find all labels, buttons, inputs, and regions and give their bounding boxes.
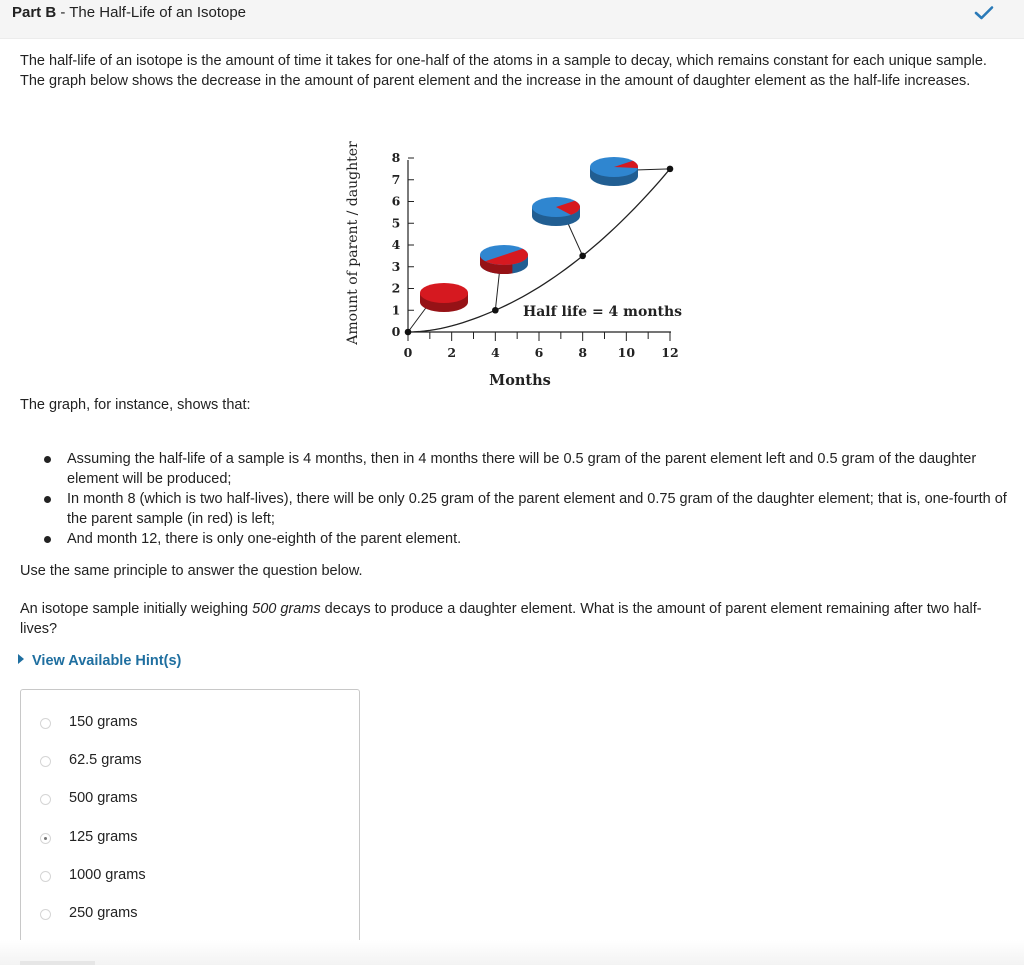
y-tick-label: 5 xyxy=(391,215,401,231)
bullet-icon xyxy=(44,456,51,463)
half-life-annotation: Half life = 4 months xyxy=(523,304,683,320)
question-before: An isotope sample initially weighing xyxy=(20,601,253,617)
view-hints-label: View Available Hint(s) xyxy=(32,653,182,669)
radio-button[interactable] xyxy=(40,718,51,729)
data-point xyxy=(667,166,674,173)
part-header[interactable] xyxy=(0,0,1024,39)
answer-option[interactable] xyxy=(21,823,359,853)
y-tick-label: 6 xyxy=(391,193,401,209)
answer-option[interactable] xyxy=(21,861,359,891)
answer-option[interactable] xyxy=(21,708,359,738)
data-point xyxy=(492,307,499,314)
answer-option-label: 500 grams xyxy=(69,790,138,806)
question-text xyxy=(20,599,1000,639)
check-icon xyxy=(974,5,994,21)
graph-shows-text: The graph, for instance, shows that: xyxy=(20,397,251,413)
answer-option[interactable] xyxy=(21,899,359,929)
y-tick-label: 1 xyxy=(391,302,401,318)
list-item-text: And month 12, there is only one-eighth of the parent element. xyxy=(67,531,462,547)
answer-option-label: 250 grams xyxy=(69,905,138,921)
bullet-icon xyxy=(44,536,51,543)
radio-button[interactable] xyxy=(40,833,51,844)
data-point xyxy=(405,329,412,336)
list-item-text: Assuming the half-life of a sample is 4 months, then in 4 months there will be 0.5 gram of the parent element left and 0.5 gram of the daughter element will be produced; xyxy=(67,451,977,487)
intro-text: The half-life of an isotope is the amount of time it takes for one-half of the atoms in a sample to decay, which remains constant for each unique sample. The graph below shows the decrease in the amount of parent element and the increase in the amount of daughter element as the half-life increases. xyxy=(20,53,987,89)
bullet-icon xyxy=(44,496,51,503)
question-emphasis: 500 grams xyxy=(252,601,321,617)
x-tick-label: 6 xyxy=(534,345,544,360)
radio-button[interactable] xyxy=(40,794,51,805)
answer-option-label: 1000 grams xyxy=(69,867,146,883)
list-item-text: In month 8 (which is two half-lives), there will be only 0.25 gram of the parent element and 0.75 gram of the daughter element; that is, one-fourth of the parent sample (in red) is left; xyxy=(67,491,1007,527)
example-list xyxy=(20,449,1024,549)
leader-line xyxy=(635,169,670,170)
instruction-text: Use the same principle to answer the question below. xyxy=(20,563,363,579)
half-life-chart xyxy=(330,125,710,395)
y-tick-label: 2 xyxy=(391,280,401,296)
answer-option-label: 125 grams xyxy=(69,829,138,845)
answer-option-label: 150 grams xyxy=(69,714,138,730)
list-item xyxy=(67,449,1024,489)
title-separator: - xyxy=(56,4,70,21)
y-tick-label: 4 xyxy=(391,237,401,252)
y-tick-label: 7 xyxy=(391,171,401,187)
answer-option[interactable] xyxy=(21,746,359,776)
radio-button[interactable] xyxy=(40,871,51,882)
part-title xyxy=(12,4,246,21)
part-title-text: The Half-Life of an Isotope xyxy=(69,4,247,21)
answer-option-label: 62.5 grams xyxy=(69,752,142,768)
part-label: Part B xyxy=(12,4,57,21)
y-tick-label: 3 xyxy=(391,258,401,274)
x-tick-label: 12 xyxy=(661,345,679,360)
radio-button[interactable] xyxy=(40,756,51,767)
x-tick-label: 4 xyxy=(490,345,500,360)
view-hints-link[interactable] xyxy=(18,653,181,669)
x-tick-label: 2 xyxy=(447,345,457,360)
answer-option[interactable] xyxy=(21,784,359,814)
footer-tab xyxy=(20,961,95,965)
x-tick-label: 10 xyxy=(617,345,636,360)
footer-shade xyxy=(0,940,1024,965)
pie-top xyxy=(420,283,468,303)
list-item xyxy=(67,529,1024,549)
answer-options xyxy=(20,689,360,949)
y-tick-label: 8 xyxy=(391,150,401,165)
y-tick-label: 0 xyxy=(391,324,401,339)
leader-line xyxy=(408,305,428,332)
question-after: decays to produce a daughter element. What is the amount of parent element remaining after two half-lives? xyxy=(20,601,982,637)
data-point xyxy=(579,253,586,260)
caret-right-icon xyxy=(18,654,24,664)
x-tick-label: 0 xyxy=(403,345,413,360)
radio-button[interactable] xyxy=(40,909,51,920)
list-item xyxy=(67,489,1024,529)
x-axis-label: Months xyxy=(489,372,551,389)
x-tick-label: 8 xyxy=(578,345,588,360)
y-axis-label: Amount of parent / daughter xyxy=(345,141,361,345)
